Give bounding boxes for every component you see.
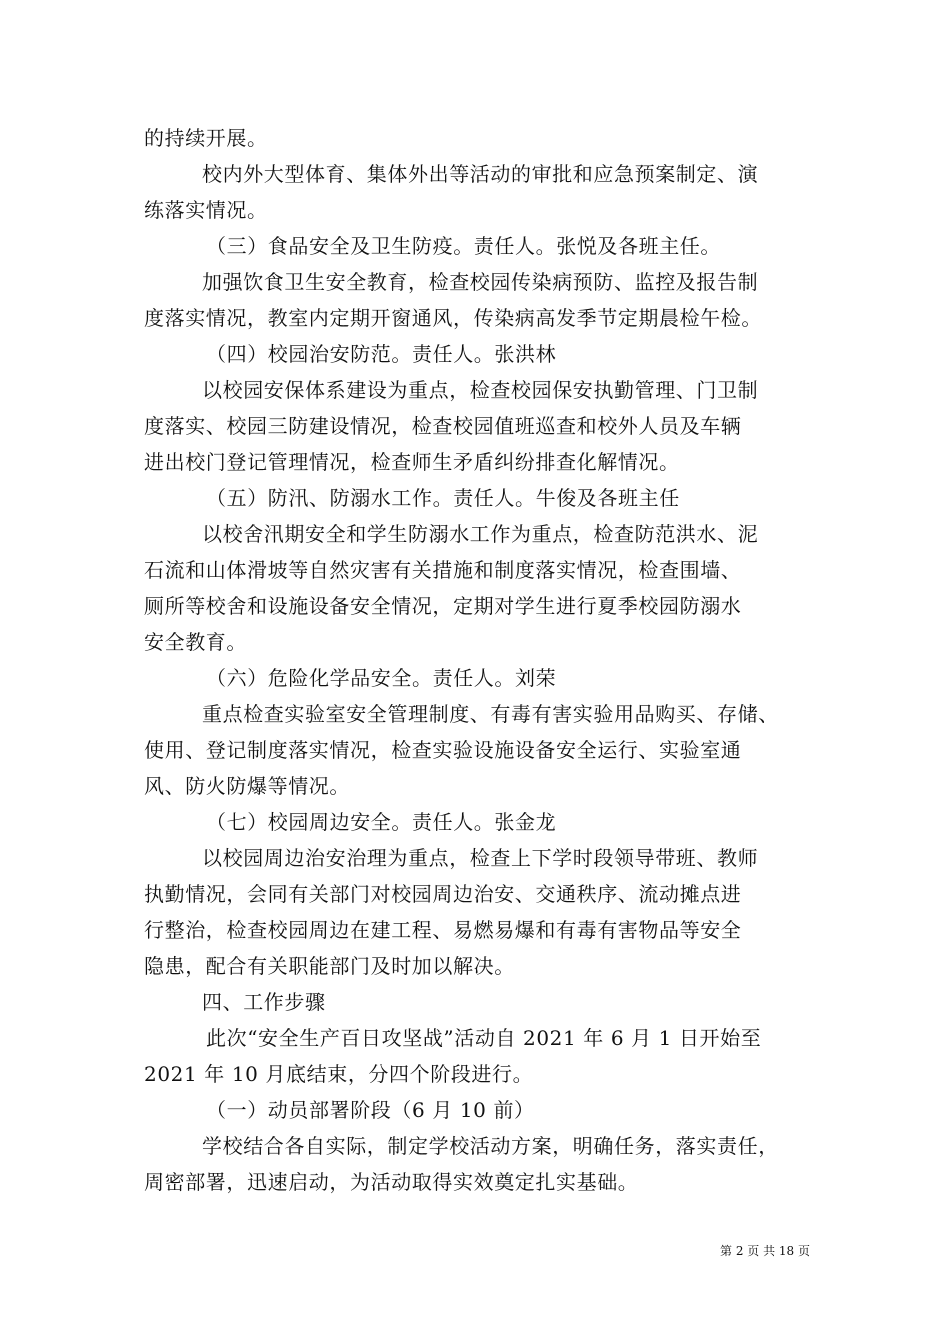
body-line: 安全教育。: [144, 630, 247, 654]
section-heading: （四）校园治安防范。责任人。张洪林: [206, 342, 557, 366]
section-heading: （三）食品安全及卫生防疫。责任人。张悦及各班主任。: [206, 234, 721, 258]
body-line: 加强饮食卫生安全教育，检查校园传染病预防、监控及报告制: [202, 270, 759, 294]
body-line: 以校园周边治安治理为重点，检查上下学时段领导带班、教师: [202, 846, 759, 870]
body-line: 2021 年 10 月底结束，分四个阶段进行。: [144, 1062, 534, 1086]
body-line: 重点检查实验室安全管理制度、有毒有害实验用品购买、存储、: [202, 702, 779, 726]
section-heading: （七）校园周边安全。责任人。张金龙: [206, 810, 557, 834]
section-heading: 四、工作步骤: [202, 990, 326, 1014]
body-line: 厕所等校舍和设施设备安全情况，定期对学生进行夏季校园防溺水: [144, 594, 742, 618]
section-heading: （一）动员部署阶段（6 月 10 前）: [206, 1098, 535, 1122]
body-line: 以校园安保体系建设为重点，检查校园保安执勤管理、门卫制: [202, 378, 759, 402]
body-line: 周密部署，迅速启动，为活动取得实效奠定扎实基础。: [144, 1170, 639, 1194]
page-number: 第 2 页 共 18 页: [720, 1244, 810, 1258]
body-line: 使用、登记制度落实情况，检查实验设施设备安全运行、实验室通: [144, 738, 742, 762]
body-line: 石流和山体滑坡等自然灾害有关措施和制度落实情况，检查围墙、: [144, 558, 742, 582]
body-line: 学校结合各自实际，制定学校活动方案，明确任务，落实责任，: [202, 1134, 779, 1158]
body-line: 练落实情况。: [144, 198, 268, 222]
section-heading: （五）防汛、防溺水工作。责任人。牛俊及各班主任: [206, 486, 680, 510]
body-line: 度落实、校园三防建设情况，检查校园值班巡查和校外人员及车辆: [144, 414, 742, 438]
body-line: 度落实情况，教室内定期开窗通风，传染病高发季节定期晨检午检。: [144, 306, 762, 330]
body-line: 行整治，检查校园周边在建工程、易燃易爆和有毒有害物品等安全: [144, 918, 742, 942]
body-line: 风、防火防爆等情况。: [144, 774, 350, 798]
body-line: 的持续开展。: [144, 126, 268, 150]
body-line: 此次“安全生产百日攻坚战”活动自 2021 年 6 月 1 日开始至: [206, 1026, 762, 1050]
body-line: 隐患，配合有关职能部门及时加以解决。: [144, 954, 515, 978]
body-line: 以校舍汛期安全和学生防溺水工作为重点，检查防范洪水、泥: [202, 522, 759, 546]
body-line: 执勤情况，会同有关部门对校园周边治安、交通秩序、流动摊点进: [144, 882, 742, 906]
body-line: 校内外大型体育、集体外出等活动的审批和应急预案制定、演: [202, 162, 759, 186]
section-heading: （六）危险化学品安全。责任人。刘荣: [206, 666, 557, 690]
body-line: 进出校门登记管理情况，检查师生矛盾纠纷排查化解情况。: [144, 450, 680, 474]
